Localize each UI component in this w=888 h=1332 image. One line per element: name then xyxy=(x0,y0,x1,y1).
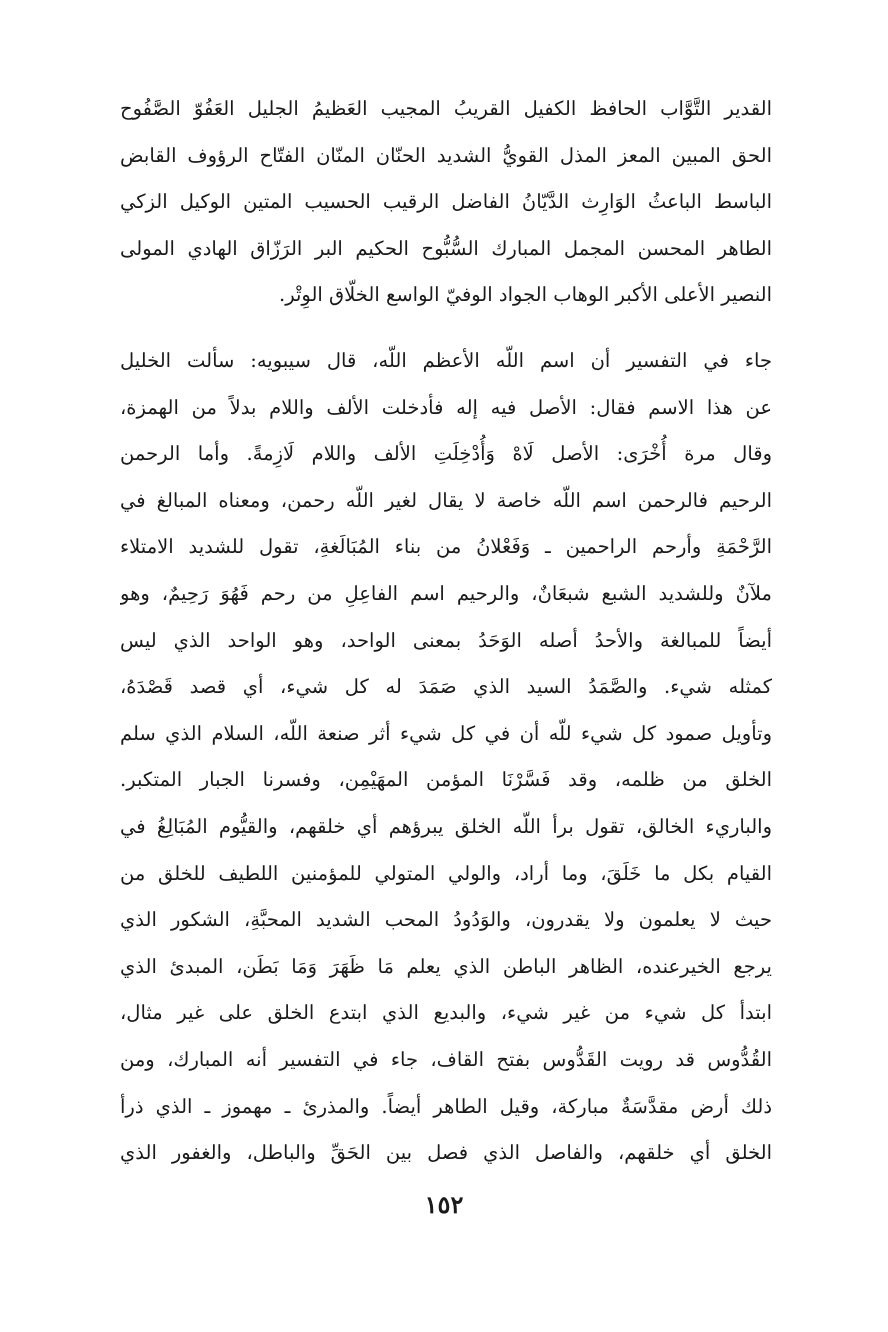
text-line: عن هذا الاسم فقال: الأصل فيه إله فأدخلت الألف واللام بدلاً من الهمزة، xyxy=(120,395,772,419)
text-line: الطاهر المحسن المجمل المبارك السُّبُّوح الحكيم البر الرَزّاق الهادي المولى xyxy=(120,236,772,260)
text-line: الرَّحْمَةِ وأرحم الراحمين ـ وَفَعْلانُ من بناء المُبَالَغةِ، تقول للشديد الامتلاء xyxy=(120,535,772,559)
text-line: ابتدأ كل شيء من غير شيء، والبديع الذي ابتدع الخلق على غير مثال، xyxy=(120,1001,772,1025)
text-line: ذلك أرض مقدَّسَةٌ مباركة، وقيل الطاهر أيضاً. والمذرئ ـ مهموز ـ الذي ذرأ xyxy=(120,1094,772,1118)
text-line: الحق المبين المعز المذل القويُّ الشديد الحنّان المنّان الفتّاح الرؤوف القابض xyxy=(120,143,772,167)
text-line: الباسط الباعثُ الوَارِث الدَّيّانُ الفاضل الرقيب الحسيب المتين الوكيل الزكي xyxy=(120,190,772,214)
text-line: ملآنٌ وللشديد الشبع شبعَانٌ، والرحيم اسم الفاعِلِ من رحم فَهُوَ رَحِيمٌ، وهو xyxy=(120,581,772,605)
text-line: الخلق أي خلقهم، والفاصل الذي فصل بين الحَقِّ والباطل، والغفور الذي xyxy=(120,1141,772,1165)
text-line: كمثله شيء. والصَّمَدُ السيد الذي صَمَدَ له كل شيء، أي قصد قَصْدَهُ، xyxy=(120,675,772,699)
divine-names-paragraph xyxy=(120,86,772,319)
text-line: النصير الأعلى الأكبر الوهاب الجواد الوفيّ الواسع الخلّاق الوِتْر. xyxy=(279,283,772,307)
text-line: وقال مرة أُخْرَى: الأصل لَاهْ وَأُدْخِلَتِ الألف واللام لَازِمةً. وأما الرحمن xyxy=(120,442,772,466)
text-line: القدير التَّوَّاب الحافظ الكفيل القريبُ المجيب العَظيمُ الجليل العَفُوّ الصَّفُوح xyxy=(120,97,772,120)
text-line: القُدُّوس قد رويت القَدُّوس بفتح القاف، جاء في التفسير أنه المبارك، ومن xyxy=(120,1047,772,1071)
text-line: حيث لا يعلمون ولا يقدرون، والوَدُودُ المحب الشديد المحبَّةِ، الشكور الذي xyxy=(120,908,772,932)
text-line: الخلق من ظلمه، وقد فَسَّرْنَا المؤمن المهَيْمِن، وفسرنا الجبار المتكبر. xyxy=(120,768,772,792)
text-line: الرحيم فالرحمن اسم اللّه خاصة لا يقال لغير اللّه رحمن، ومعناه المبالغ في xyxy=(120,488,772,512)
text-line: أيضاً للمبالغة والأحدُ أصله الوَحَدُ بمعنى الواحد، وهو الواحد الذي ليس xyxy=(120,628,772,652)
text-line: يرجع الخيرعنده، الظاهر الباطن الذي يعلم مَا ظَهَرَ وَمَا بَطَن، المبدئ الذي xyxy=(120,954,772,978)
text-line: والباريء الخالق، تقول برأ اللّه الخلق يبرؤهم أي خلقهم، والقيُّوم المُبَالِغُ في xyxy=(120,814,772,838)
page-number: ١٥٢ xyxy=(424,1190,464,1219)
commentary-paragraph xyxy=(120,338,772,1177)
text-line: القيام بكل ما خَلَقَ، وما أراد، والولي المتولي للمؤمنين اللطيف للخلق من xyxy=(120,861,772,885)
text-line: وتأويل صمود كل شيء للّه أن في كل شيء أثر صنعة اللّه، السلام الذي سلم xyxy=(120,721,772,745)
text-line: جاء في التفسير أن اسم اللّه الأعظم اللّه، قال سيبويه: سألت الخليل xyxy=(120,349,772,372)
